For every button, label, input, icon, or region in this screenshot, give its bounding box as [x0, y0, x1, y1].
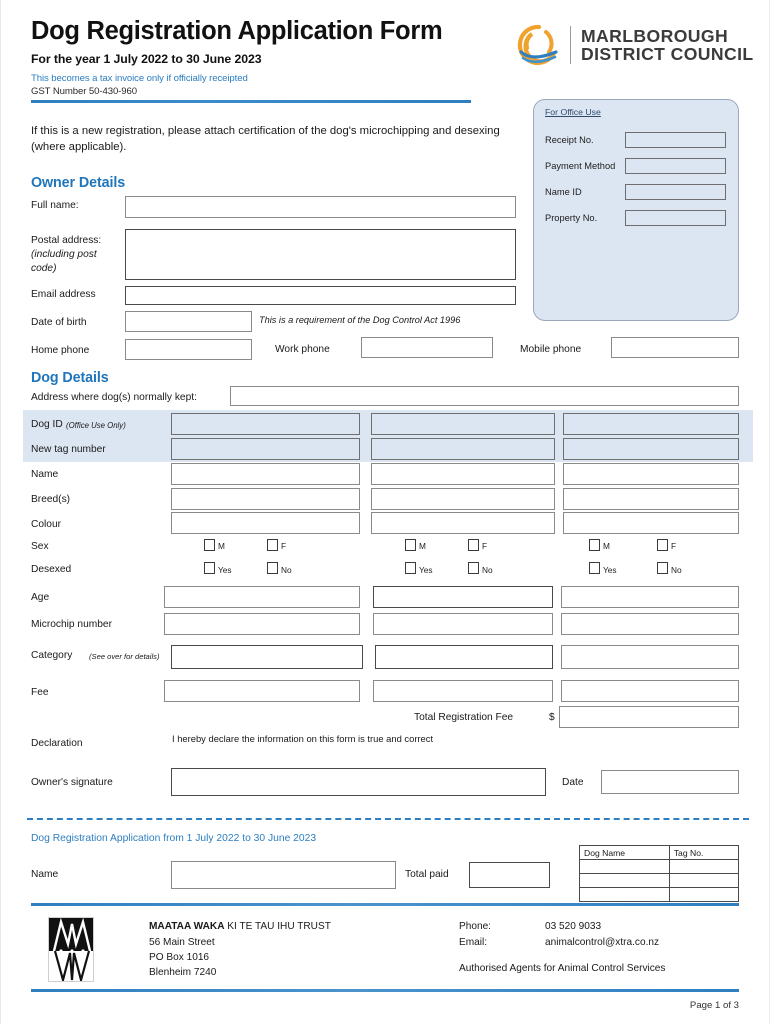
input-age-col1[interactable]	[164, 586, 360, 608]
label-sex: Sex	[31, 541, 49, 552]
dog-details-heading: Dog Details	[31, 370, 109, 386]
input-age-col2[interactable]	[373, 586, 553, 608]
input-fee-col3[interactable]	[561, 680, 739, 702]
input-dog-name-col1[interactable]	[171, 463, 360, 485]
checkbox-sex-female-col2[interactable]	[468, 539, 479, 551]
label-desexed-no-col3: No	[671, 565, 682, 575]
label-sex-female-col2: F	[482, 541, 488, 551]
input-dog-colour-col3[interactable]	[563, 512, 739, 534]
footer-email-value[interactable]: animalcontrol@xtra.co.nz	[545, 937, 660, 948]
logo-line-2: DISTRICT COUNCIL	[581, 44, 754, 64]
label-home-phone: Home phone	[31, 345, 90, 356]
label-owners-signature: Owner's signature	[31, 777, 113, 788]
logo-divider	[570, 26, 571, 64]
page-title: Dog Registration Application Form	[31, 17, 443, 45]
label-age: Age	[31, 592, 50, 603]
input-owners-signature[interactable]	[171, 768, 546, 796]
table-header-row	[580, 846, 739, 860]
tear-off-divider	[27, 818, 749, 820]
cell-tag-no[interactable]	[669, 888, 738, 902]
label-fee: Fee	[31, 687, 49, 698]
input-dog-colour-col2[interactable]	[371, 512, 555, 534]
cell-dog-name[interactable]	[580, 860, 670, 874]
checkbox-desexed-no-col2[interactable]	[468, 562, 479, 574]
office-input-receipt-no[interactable]	[625, 132, 726, 148]
header-divider-rule	[31, 100, 471, 103]
label-dog-id: Dog ID	[31, 419, 63, 430]
input-fee-col1[interactable]	[164, 680, 360, 702]
office-row-receipt-no	[545, 131, 726, 148]
label-sex-female-col3: F	[671, 541, 677, 551]
column-header-dog-name: Dog Name	[580, 846, 670, 860]
label-sex-male-col1: M	[218, 541, 225, 551]
label-postal-address-3: code)	[31, 263, 57, 274]
label-total-paid: Total paid	[405, 869, 449, 880]
checkbox-desexed-yes-col2[interactable]	[405, 562, 416, 574]
input-dog-breeds-col1[interactable]	[171, 488, 360, 510]
office-label-name-id: Name ID	[545, 186, 582, 197]
footer-address-line-3: Blenheim 7240	[149, 967, 217, 978]
input-new-tag-col2[interactable]	[371, 438, 555, 460]
table-row[interactable]	[580, 888, 739, 902]
cell-dog-name[interactable]	[580, 888, 670, 902]
column-header-tag-no: Tag No.	[669, 846, 738, 860]
checkbox-sex-female-col1[interactable]	[267, 539, 278, 551]
input-dog-name-col2[interactable]	[371, 463, 555, 485]
checkbox-desexed-no-col1[interactable]	[267, 562, 278, 574]
input-dog-breeds-col3[interactable]	[563, 488, 739, 510]
input-dog-id-col2[interactable]	[371, 413, 555, 435]
input-dog-breeds-col2[interactable]	[371, 488, 555, 510]
checkbox-desexed-yes-col1[interactable]	[204, 562, 215, 574]
tax-invoice-note: This becomes a tax invoice only if officially receipted	[31, 72, 248, 84]
input-age-col3[interactable]	[561, 586, 739, 608]
label-category-note: (See over for details)	[89, 652, 160, 661]
checkbox-sex-female-col3[interactable]	[657, 539, 668, 551]
office-row-payment-method	[545, 157, 726, 174]
checkbox-desexed-no-col3[interactable]	[657, 562, 668, 574]
input-email-address[interactable]	[125, 286, 516, 305]
document-header	[31, 18, 521, 97]
label-email-address: Email address	[31, 289, 96, 300]
cell-tag-no[interactable]	[669, 860, 738, 874]
dog-name-tag-table	[579, 845, 739, 902]
office-label-receipt-no: Receipt No.	[545, 134, 594, 145]
office-label-property-no: Property No.	[545, 212, 598, 223]
input-date-of-birth[interactable]	[125, 311, 252, 332]
input-new-tag-col1[interactable]	[171, 438, 360, 460]
label-dog-colour: Colour	[31, 519, 62, 530]
logo-line-1: MARLBOROUGH	[581, 25, 729, 46]
office-input-property-no[interactable]	[625, 210, 726, 226]
label-sex-male-col3: M	[603, 541, 610, 551]
checkbox-sex-male-col2[interactable]	[405, 539, 416, 551]
owner-details-heading: Owner Details	[31, 175, 126, 191]
for-office-use-box	[533, 99, 739, 321]
office-use-title: For Office Use	[545, 107, 601, 117]
footer-org-rest: KI TE TAU IHU TRUST	[224, 921, 331, 932]
label-new-tag-number: New tag number	[31, 444, 106, 455]
label-postal-address-1: Postal address:	[31, 235, 102, 246]
checkbox-sex-male-col3[interactable]	[589, 539, 600, 551]
label-work-phone: Work phone	[275, 344, 330, 355]
checkbox-desexed-yes-col3[interactable]	[589, 562, 600, 574]
office-input-name-id[interactable]	[625, 184, 726, 200]
checkbox-sex-male-col1[interactable]	[204, 539, 215, 551]
marlborough-swirl-icon	[516, 22, 562, 68]
input-full-name[interactable]	[125, 196, 516, 218]
input-category-col2[interactable]	[375, 645, 553, 669]
label-desexed-no-col1: No	[281, 565, 292, 575]
label-desexed-yes-col1: Yes	[218, 565, 232, 575]
input-microchip-col2[interactable]	[373, 613, 553, 635]
cell-dog-name[interactable]	[580, 874, 670, 888]
footer-phone-value: 03 520 9033	[545, 921, 602, 932]
input-mobile-phone[interactable]	[611, 337, 739, 358]
input-receipt-name[interactable]	[171, 861, 396, 889]
gst-number: GST Number 50-430-960	[31, 85, 137, 97]
footer-agents-note: Authorised Agents for Animal Control Services	[459, 963, 666, 974]
input-signature-date[interactable]	[601, 770, 739, 794]
input-microchip-col3[interactable]	[561, 613, 739, 635]
input-category-col1[interactable]	[171, 645, 363, 669]
input-fee-col2[interactable]	[373, 680, 553, 702]
label-dog-address: Address where dog(s) normally kept:	[31, 392, 197, 403]
label-desexed-yes-col2: Yes	[419, 565, 433, 575]
footer-org-name	[149, 921, 331, 932]
logo-wordmark	[581, 27, 754, 64]
council-logo	[516, 22, 754, 68]
input-category-col3[interactable]	[561, 645, 739, 669]
label-dog-name: Name	[31, 469, 59, 480]
label-dog-id-note: (Office Use Only)	[66, 421, 126, 430]
label-full-name: Full name:	[31, 200, 79, 211]
footer-address-line-1: 56 Main Street	[149, 937, 215, 948]
input-new-tag-col3[interactable]	[563, 438, 739, 460]
declaration-text: I hereby declare the information on this form is true and correct	[172, 733, 434, 744]
input-dog-id-col1[interactable]	[171, 413, 360, 435]
office-label-payment-method: Payment Method	[545, 160, 616, 171]
input-work-phone[interactable]	[361, 337, 493, 358]
intro-text: If this is a new registration, please attach certification of the dog's microchipping and desexing (where applicable).	[31, 125, 500, 154]
currency-symbol: $	[549, 712, 555, 723]
footer-email-label: Email:	[459, 937, 488, 948]
cell-tag-no[interactable]	[669, 874, 738, 888]
label-receipt-name: Name	[31, 869, 59, 880]
input-total-registration-fee[interactable]	[559, 706, 739, 728]
input-dog-address[interactable]	[230, 386, 739, 406]
input-total-paid[interactable]	[469, 862, 550, 888]
label-declaration: Declaration	[31, 738, 83, 749]
input-home-phone[interactable]	[125, 339, 252, 360]
label-desexed-no-col2: No	[482, 565, 493, 575]
input-dog-colour-col1[interactable]	[171, 512, 360, 534]
label-sex-male-col2: M	[419, 541, 426, 551]
header-subtitle: For the year 1 July 2022 to 30 June 2023	[31, 51, 262, 66]
footer-address-line-2: PO Box 1016	[149, 952, 210, 963]
office-input-payment-method[interactable]	[625, 158, 726, 174]
input-microchip-col1[interactable]	[164, 613, 360, 635]
label-category: Category	[31, 650, 73, 661]
footer-phone-label: Phone:	[459, 921, 491, 932]
page-number: Page 1 of 3	[689, 1000, 739, 1011]
label-dog-breeds: Breed(s)	[31, 494, 71, 505]
table-row[interactable]	[580, 860, 739, 874]
label-desexed: Desexed	[31, 564, 72, 575]
label-total-registration-fee: Total Registration Fee	[414, 712, 514, 723]
receipt-title: Dog Registration Application from 1 July 2022 to 30 June 2023	[31, 833, 317, 844]
label-date-of-birth: Date of birth	[31, 317, 87, 328]
table-row[interactable]	[580, 874, 739, 888]
footer-org-bold: MAATAA WAKA	[149, 921, 225, 932]
office-row-name-id	[545, 183, 726, 200]
footer-rule	[31, 989, 739, 992]
label-desexed-yes-col3: Yes	[603, 565, 617, 575]
input-dog-name-col3[interactable]	[563, 463, 739, 485]
label-microchip-number: Microchip number	[31, 619, 112, 630]
office-row-property-no	[545, 209, 726, 226]
label-mobile-phone: Mobile phone	[520, 344, 582, 355]
label-sex-female-col1: F	[281, 541, 287, 551]
input-postal-address[interactable]	[125, 229, 516, 280]
receipt-bottom-rule	[31, 903, 739, 906]
label-postal-address-2: (including post	[31, 249, 97, 260]
label-signature-date: Date	[562, 777, 584, 788]
input-dog-id-col3[interactable]	[563, 413, 739, 435]
dob-requirement-note: This is a requirement of the Dog Control Act 1996	[259, 315, 461, 325]
maataa-waka-logo-icon	[48, 917, 94, 982]
